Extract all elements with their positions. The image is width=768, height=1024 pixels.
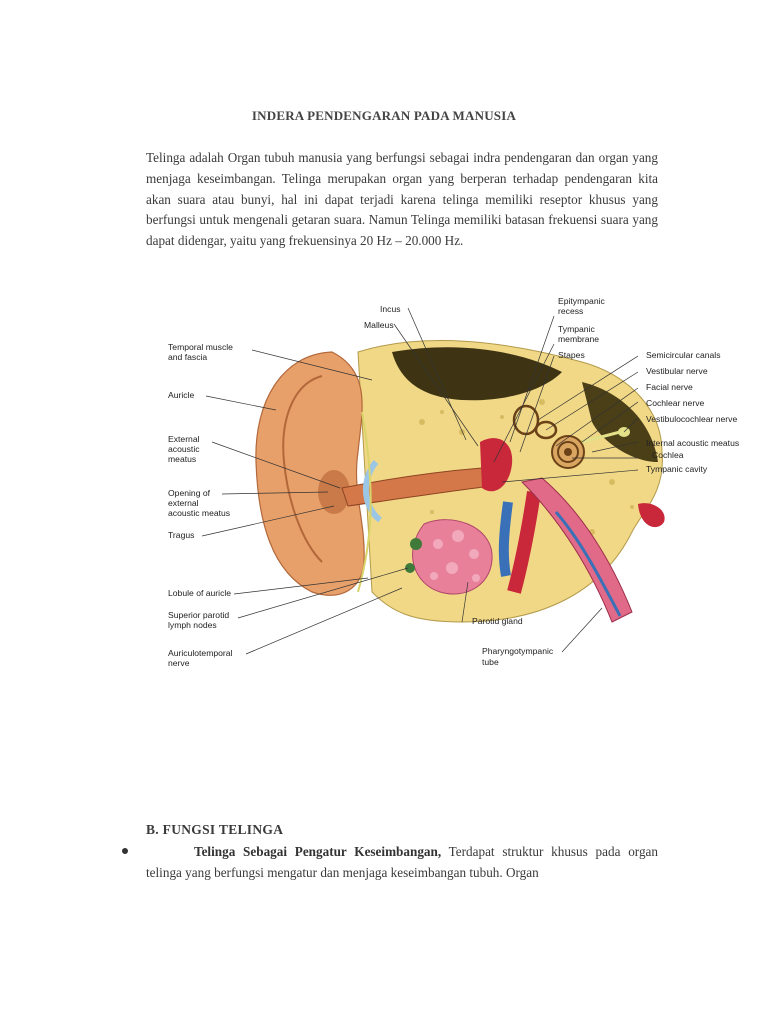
lymph-node (405, 563, 415, 573)
bullet-paragraph (146, 842, 658, 884)
ear-anatomy-figure (162, 292, 754, 672)
label-lobule: Lobule of auricle (168, 588, 232, 598)
label-epitympanic-1: Epitympanic (558, 296, 605, 306)
label-semicircular: Semicircular canals (646, 350, 721, 360)
label-pharyngotympanic-2: tube (482, 657, 499, 667)
label-epitympanic-2: recess (558, 306, 584, 316)
label-lymph-1: Superior parotid (168, 610, 230, 620)
section-heading: B. FUNGSI TELINGA (146, 822, 284, 837)
label-opening-3: acoustic meatus (168, 508, 231, 518)
label-opening-1: Opening of (168, 488, 211, 498)
page-title: INDERA PENDENGARAN PADA MANUSIA (251, 108, 517, 123)
label-tragus: Tragus (168, 530, 195, 540)
label-opening-2: external (168, 498, 199, 508)
label-incus: Incus (380, 304, 401, 314)
label-pharyngotympanic-1: Pharyngotympanic (482, 646, 554, 656)
label-malleus: Malleus (364, 320, 394, 330)
label-parotid: Parotid gland (472, 616, 523, 626)
vein (504, 502, 508, 576)
label-vestibular-nerve: Vestibular nerve (646, 366, 708, 376)
bullet-point-icon (122, 848, 128, 854)
label-internal-meatus: Internal acoustic meatus (646, 438, 740, 448)
parotid-gland-shape (413, 520, 493, 594)
label-stapes: Stapes (558, 350, 585, 360)
label-facial-nerve: Facial nerve (646, 382, 693, 392)
label-auriculotemporal-2: nerve (168, 658, 190, 668)
label-tympanic-cavity: Tympanic cavity (646, 464, 708, 474)
muscle-section (638, 503, 665, 527)
bullet-bold-lead: Telinga Sebagai Pengatur Keseimbangan, (194, 844, 442, 859)
label-cochlea: Cochlea (652, 450, 684, 460)
auricle-shape (256, 352, 364, 595)
label-external-meatus-2: acoustic (168, 444, 200, 454)
label-temporal-muscle-2: and fascia (168, 352, 208, 362)
label-vestibulocochlear: Vestibulocochlear nerve (646, 414, 738, 424)
label-auricle: Auricle (168, 390, 195, 400)
label-lymph-2: lymph nodes (168, 620, 217, 630)
label-temporal-muscle: Temporal muscle (168, 342, 233, 352)
cochlea-shape (552, 436, 584, 468)
ear-anatomy-diagram (162, 292, 754, 672)
lymph-node (410, 538, 422, 550)
label-tympanic-membrane-1: Tympanic (558, 324, 595, 334)
label-tympanic-membrane-2: membrane (558, 334, 600, 344)
label-cochlear-nerve: Cochlear nerve (646, 398, 705, 408)
label-external-meatus-1: External (168, 434, 200, 444)
label-auriculotemporal-1: Auriculotemporal (168, 648, 233, 658)
intro-paragraph: Telinga adalah Organ tubuh manusia yang berfungsi sebagai indra pendengaran dan organ yang menjaga keseimbangan. Telinga merupakan organ yang berperan terhadap pendengaran kita akan suara atau bunyi, hal ini dapat terjadi karena telinga memiliki reseptor khusus yang berfungsi untuk mengenali getaran suara. Namun Telinga memiliki batasan frekuensi suara yang dapat didengar, yaitu yang frekuensinya 20 Hz – 20.000 Hz. (146, 150, 658, 249)
label-external-meatus-3: meatus (168, 454, 197, 464)
bullet-body-text: Terdapat struktur khusus pada organ telinga yang berfungsi mengatur dan menjaga keseimbangan tubuh. Organ (146, 844, 658, 880)
